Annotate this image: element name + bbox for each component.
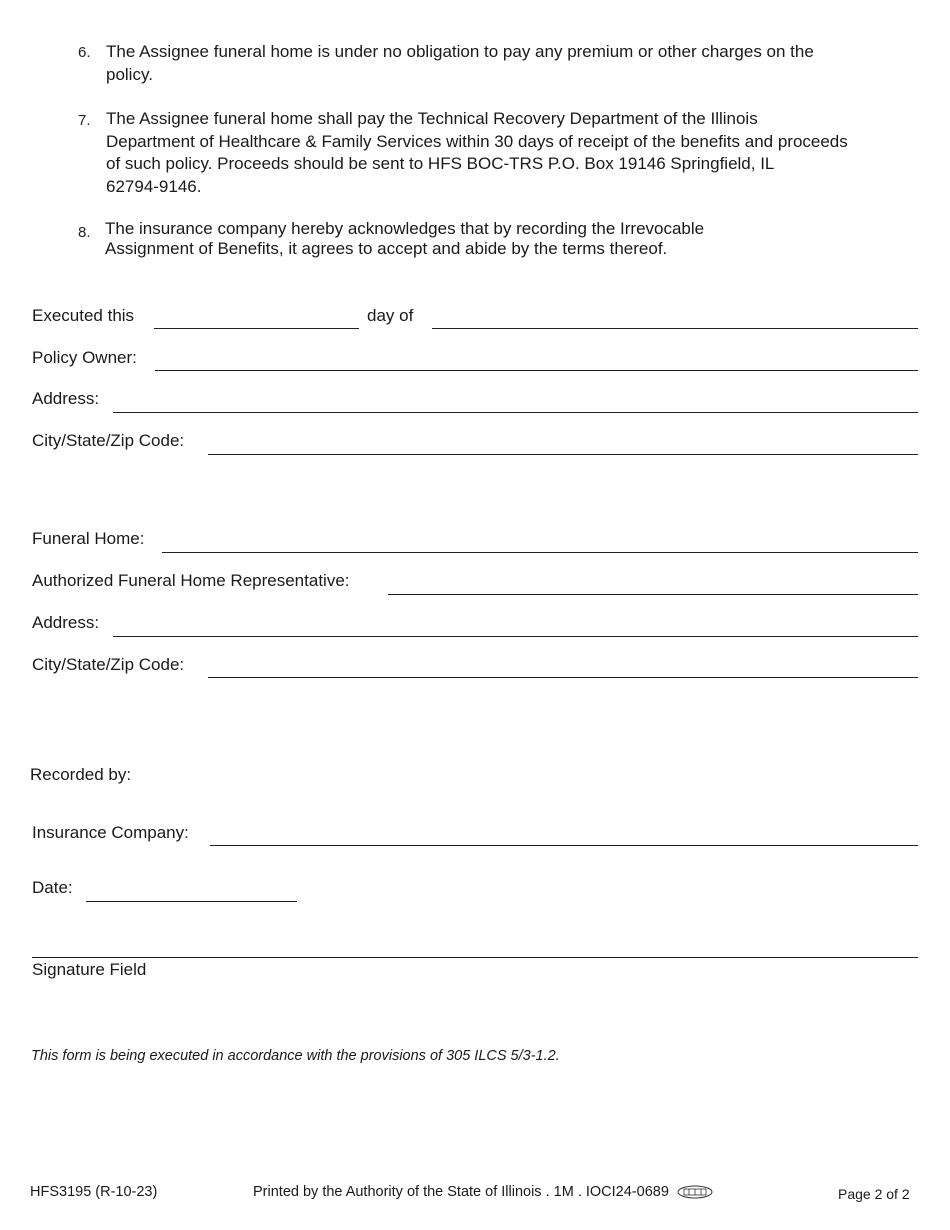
executed-day-field[interactable] [154, 328, 359, 329]
recorded-by-label: Recorded by: [30, 765, 132, 784]
item-text-line: Assignment of Benefits, it agrees to accept and abide by the terms thereof. [105, 239, 668, 258]
item-text-line: Department of Healthcare & Family Services within 30 days of receipt of the benefits and proceeds [106, 131, 848, 151]
item-number: 6. [78, 44, 91, 61]
insurance-company-label: Insurance Company: [32, 823, 189, 842]
page-number: Page 2 of 2 [838, 1186, 910, 1202]
item-text [106, 108, 848, 198]
date-label: Date: [32, 878, 73, 897]
statute-note: This form is being executed in accordance with the provisions of 305 ILCS 5/3-1.2. [31, 1048, 560, 1064]
owner-city-state-zip-field[interactable] [208, 454, 918, 455]
funeral-home-address-label: Address: [32, 613, 100, 632]
item-text-line: of such policy. Proceeds should be sent to HFS BOC-TRS P.O. Box 19146 Springfield, IL [106, 154, 775, 173]
union-label-icon [677, 1185, 713, 1199]
item-text [106, 41, 814, 86]
printed-by-text: Printed by the Authority of the State of Illinois . 1M . IOCI24-0689 [253, 1184, 669, 1200]
item-number: 7. [78, 112, 91, 129]
item-text-line: The Assignee funeral home is under no obligation to pay any premium or other charges on the [106, 42, 814, 61]
funeral-home-label: Funeral Home: [32, 529, 145, 548]
executed-month-field[interactable] [432, 328, 918, 329]
executed-this-label: Executed this [32, 306, 135, 325]
policy-owner-field[interactable] [155, 370, 918, 371]
item-text-line: The insurance company hereby acknowledges that by recording the Irrevocable [105, 219, 705, 238]
representative-field[interactable] [388, 594, 918, 595]
funeral-home-city-state-zip-field[interactable] [208, 677, 918, 678]
funeral-home-field[interactable] [162, 552, 918, 553]
owner-address-label: Address: [32, 389, 100, 408]
funeral-home-city-state-zip-label: City/State/Zip Code: [32, 655, 185, 674]
signature-field[interactable] [32, 957, 918, 958]
form-number: HFS3195 (R-10-23) [30, 1184, 158, 1200]
owner-city-state-zip-label: City/State/Zip Code: [32, 431, 185, 450]
representative-label: Authorized Funeral Home Representative: [32, 571, 350, 590]
policy-owner-label: Policy Owner: [32, 348, 137, 367]
item-text-line: 62794-9146. [106, 176, 202, 196]
insurance-company-field[interactable] [210, 845, 918, 846]
date-field[interactable] [86, 901, 297, 902]
funeral-home-address-field[interactable] [113, 636, 918, 637]
day-of-label: day of [367, 306, 414, 325]
item-text-line: The Assignee funeral home shall pay the Technical Recovery Department of the Illinois [106, 109, 758, 128]
item-text-line: policy. [106, 64, 153, 84]
printed-by-line [253, 1184, 713, 1200]
item-text [105, 219, 704, 259]
signature-label: Signature Field [32, 960, 147, 979]
owner-address-field[interactable] [113, 412, 918, 413]
item-number: 8. [78, 224, 91, 241]
